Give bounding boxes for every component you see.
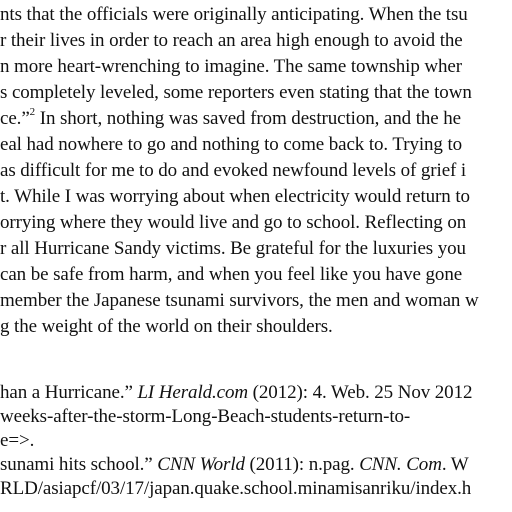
reference-1-line-3: e=>. xyxy=(0,430,35,451)
reference-1-title-fragment: han a Hurricane.” xyxy=(0,382,138,403)
body-line-10: r all Hurricane Sandy victims. Be grateful for the luxuries you xyxy=(0,238,466,259)
reference-2-details: (2011): n.pag. xyxy=(244,454,360,475)
body-line-11: can be safe from harm, and when you feel like you have gone xyxy=(0,264,463,285)
body-line-5-text-cont: In short, nothing was saved from destruction, and the he xyxy=(35,108,461,129)
reference-1-line-1 xyxy=(0,382,472,404)
reference-2-line-1 xyxy=(0,454,469,476)
reference-1-source: LI Herald.com xyxy=(137,382,249,403)
body-line-8: t. While I was worrying about when electricity would return to xyxy=(0,186,470,207)
body-line-4: s completely leveled, some reporters even stating that the town xyxy=(0,82,472,103)
body-line-6: eal had nowhere to go and nothing to come back to. Trying to xyxy=(0,134,463,155)
reference-1-details: (2012): 4. Web. 25 Nov 2012 xyxy=(248,382,473,403)
reference-2-line-2: RLD/asiapcf/03/17/japan.quake.school.minamisanriku/index.h xyxy=(0,478,472,499)
body-line-5-text: ce.” xyxy=(0,108,30,129)
body-line-3: n more heart-wrenching to imagine. The same township wher xyxy=(0,56,462,77)
body-line-5 xyxy=(0,105,461,130)
body-line-13: g the weight of the world on their shoulders. xyxy=(0,316,333,337)
body-line-12: member the Japanese tsunami survivors, the men and woman w xyxy=(0,290,479,311)
body-line-7: as difficult for me to do and evoked newfound levels of grief i xyxy=(0,160,467,181)
reference-2-title-fragment: sunami hits school.” xyxy=(0,454,158,475)
reference-2-site: CNN. Com xyxy=(359,454,442,475)
footnote-marker: 2 xyxy=(29,105,36,118)
body-line-1: nts that the officials were originally anticipating. When the tsu xyxy=(0,4,468,25)
reference-1-line-2: weeks-after-the-storm-Long-Beach-students-return-to- xyxy=(0,406,411,427)
body-line-9: orrying where they would live and go to school. Reflecting on xyxy=(0,212,467,233)
reference-2-tail: . W xyxy=(441,454,469,475)
body-line-2: r their lives in order to reach an area high enough to avoid the xyxy=(0,30,463,51)
reference-2-source: CNN World xyxy=(157,454,245,475)
